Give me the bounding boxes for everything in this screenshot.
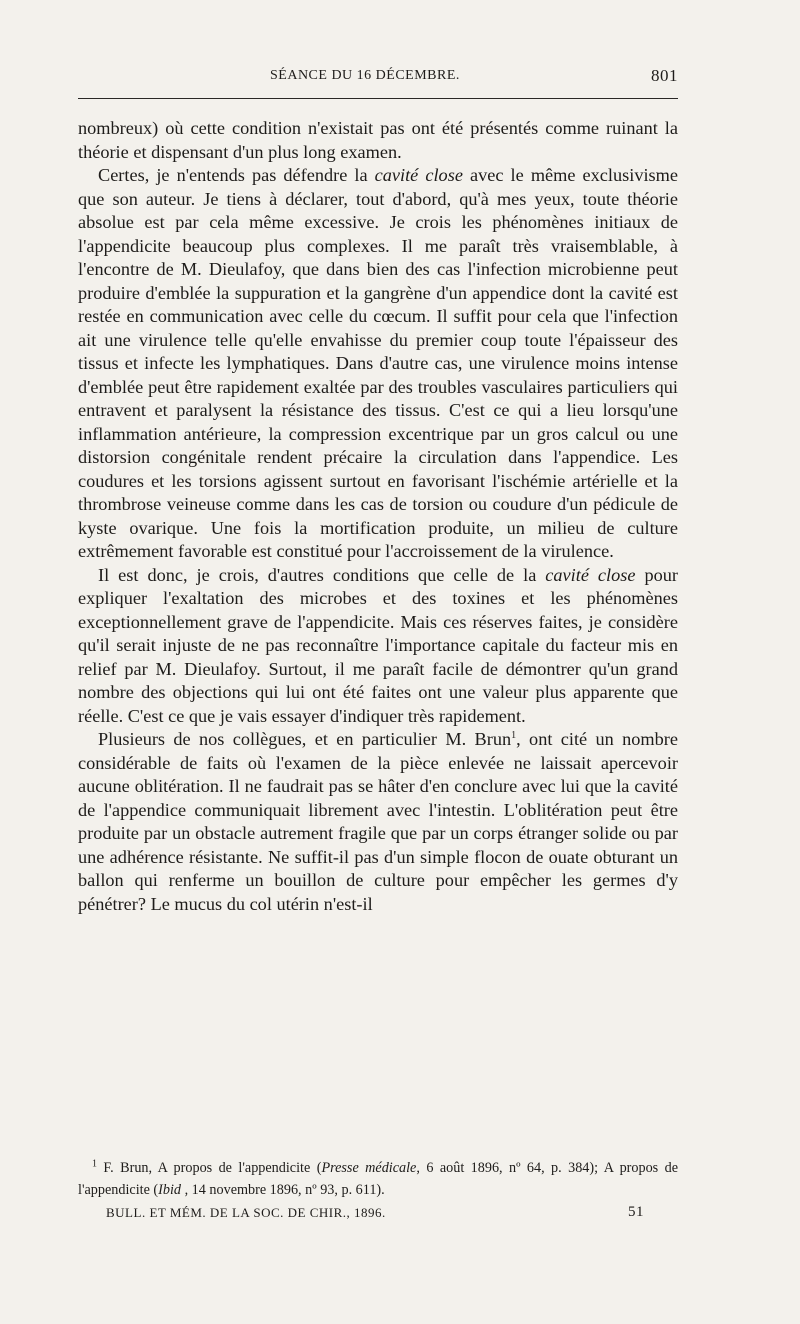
running-header xyxy=(78,68,678,90)
body-text xyxy=(78,117,678,916)
signature-number: 51 xyxy=(628,1204,644,1220)
paragraph xyxy=(78,564,678,729)
italic-text: Presse médicale xyxy=(321,1160,417,1176)
text-segment: , 6 août 1896, nº 64, p. 384); A propos de l'appendicite ( xyxy=(78,1160,678,1198)
text-segment: , ont cité un nombre considérable de faits où l'examen de la pièce enlevée ne laissait apercevoir aucune oblitération. Il ne faudrait pas se hâter d'en conclure avec lui que la cavité de l'appendice communiquait librement avec l'intestin. L'oblitération peut être produite par un obstacle autrement fragile que par un corps étranger solide ou par une adhérence résistante. Ne suffit-il pas d'un simple flocon de ouate obturant un ballon qui renferme un bouillon de culture pour empêcher les germes d'y pénétrer? Le mucus du col utérin n'est-il xyxy=(78,729,678,914)
paragraph xyxy=(78,164,678,564)
footnote-marker: 1 xyxy=(511,729,517,741)
text-segment: nombreux) où cette condition n'existait pas ont été présentés comme ruinant la théorie et dispensant d'un plus long examen. xyxy=(78,118,678,162)
text-segment: F. Brun, A propos de l'appendicite ( xyxy=(97,1160,322,1176)
italic-text: Ibid xyxy=(158,1182,182,1198)
text-segment: avec le même exclusivisme que son auteur. Je tiens à déclarer, tout d'abord, qu'à mes yeux, toute théorie absolue est par cela même excessive. Je crois les phénomènes initiaux de l'appendicite beaucoup plus complexes. Il me paraît très vraisemblable, à l'encontre de M. Dieulafoy, que dans bien des cas l'infection microbienne peut produire d'emblée la suppuration et la gangrène d'un appendice dont la cavité est restée en communication avec celle du cœcum. Il suffit pour cela que l'infection ait une virulence telle qu'elle envahisse du premier coup toute l'épaisseur des tissus et infecte les lymphatiques. Dans d'autre cas, une virulence moins intense d'emblée peut être rapidement exaltée par des troubles vasculaires particuliers qui entravent et paralysent la résistance des tissus. C'est ce qui a lieu lorsqu'une inflammation antérieure, la compression excentrique par un gros calcul ou une distorsion congénitale rendent précaire la circulation dans l'appendice. Les coudures et les torsions agissent surtout en favorisant l'ischémie artérielle et la thrombrose veineuse comme dans les cas de torsion ou coudure d'un pédicule de kyste ovarique. Une fois la mortification produite, un milieu de culture extrêmement favorable est constitué pour l'accroissement de la virulence. xyxy=(78,165,679,561)
printer-signature xyxy=(106,1205,678,1221)
footnotes xyxy=(78,1157,678,1201)
paragraph xyxy=(78,117,678,164)
text-segment: , 14 novembre 1896, nº 93, p. 611). xyxy=(181,1182,385,1198)
footnote-marker: 1 xyxy=(92,1158,97,1170)
text-segment: Certes, je n'entends pas défendre la xyxy=(98,165,375,185)
header-rule xyxy=(78,98,678,99)
running-title: SÉANCE DU 16 DÉCEMBRE. xyxy=(270,68,460,83)
signature-text: BULL. ET MÉM. DE LA SOC. DE CHIR., 1896. xyxy=(106,1205,386,1220)
text-segment: Plusieurs de nos collègues, et en particulier M. Brun xyxy=(98,729,512,749)
paragraph xyxy=(78,728,678,916)
text-segment: pour expliquer l'exaltation des microbes et des toxines et les phénomènes exceptionnellement grave de l'appendicite. Mais ces réserves faites, je considère qu'il serait injuste de ne pas reconnaître l'importance capitale du facteur mis en relief par M. Dieulafoy. Surtout, il me paraît facile de démontrer qu'un grand nombre des objections qui lui ont été faites ont une valeur plus apparente que réelle. C'est ce que je vais essayer d'indiquer très rapidement. xyxy=(78,564,678,726)
text-segment: Il est donc, je crois, d'autres conditions que celle de la xyxy=(98,564,546,585)
italic-text: cavité close xyxy=(374,165,463,185)
footnote xyxy=(78,1157,678,1201)
italic-text: cavité close xyxy=(545,564,636,585)
page-number: 801 xyxy=(651,66,678,85)
